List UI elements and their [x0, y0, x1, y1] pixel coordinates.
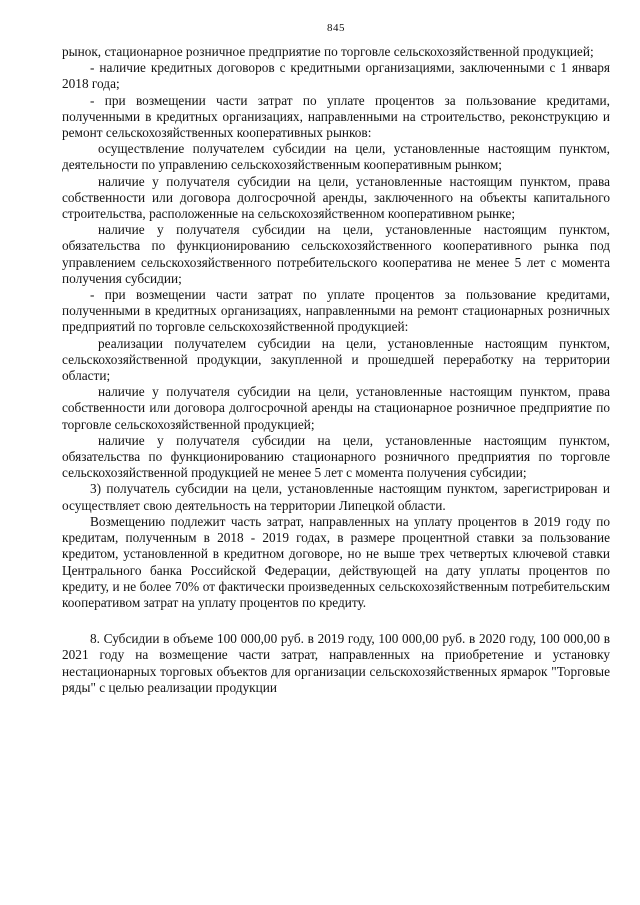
paragraph: Возмещению подлежит часть затрат, направленных на уплату процентов в 2019 году по кредитам, полученным в 2018 - 2019 годах, в размере процентной ставки за пользование кредитом, установленной в кредитном договоре, но не выше трех четвертых ключевой ставки Центрального банка Российской Федерации, действующей на дату уплаты процентов по кредиту, и не более 70% от фактически произведенных сельскохозяйственным потребительским кооперативом затрат на уплату процентов по кредиту. [62, 513, 610, 610]
paragraph: наличие у получателя субсидии на цели, установленные настоящим пунктом, права собственности или договора долгосрочной аренды на стационарное розничное предприятие по торговле сельскохозяйственной продукцией; [62, 384, 610, 432]
paragraph: реализации получателем субсидии на цели, установленные настоящим пунктом, сельскохозяйственной продукции, закупленной и прошедшей переработку на территории области; [62, 335, 610, 384]
paragraph: рынок, стационарное розничное предприятие по торговле сельскохозяйственной продукцией; [62, 44, 594, 59]
paragraph: - при возмещении части затрат по уплате процентов за пользование кредитами, полученными в кредитных организациях, направленными на ремонт стационарных розничных предприятий по торговле сельскохозяйственной продукцией: [62, 287, 610, 335]
paragraph: наличие у получателя субсидии на цели, установленные настоящим пунктом, обязательства по функционированию сельскохозяйственного кооперативного рынка под управлением сельскохозяйственного потребительского кооператива не менее 5 лет с момента получения субсидии; [62, 222, 610, 286]
paragraph: 8. Субсидии в объеме 100 000,00 руб. в 2019 году, 100 000,00 руб. в 2020 году, 100 000,00 в 2021 году на возмещение части затрат, направленных на приобретение и установку нестационарных торговых объектов для организации сельскохозяйственных ярмарок "Торговые ряды" с целью реализации продукции [62, 631, 610, 695]
paragraph: наличие у получателя субсидии на цели, установленные настоящим пунктом, обязательства по функционированию стационарного розничного предприятия по торговле сельскохозяйственной продукцией не менее 5 лет с момента получения субсидии; [62, 432, 610, 481]
paragraph: наличие у получателя субсидии на цели, установленные настоящим пунктом, права собственности или договора долгосрочной аренды, заключенного на объекты капитального строительства, расположенные на сельскохозяйственном кооперативном рынке; [62, 173, 610, 222]
paragraph: 3) получатель субсидии на цели, установленные настоящим пунктом, зарегистрирован и осуществляет свою деятельность на территории Липецкой области. [62, 481, 610, 513]
document-body [62, 44, 610, 696]
page-number: 845 [327, 22, 345, 34]
paragraph: осуществление получателем субсидии на цели, установленные настоящим пунктом, деятельности по управлению сельскохозяйственным кооперативным рынком; [62, 141, 610, 173]
paragraph: - при возмещении части затрат по уплате процентов за пользование кредитами, полученными в кредитных организациях, направленными на строительство, реконструкцию и ремонт сельскохозяйственных кооперативных рынков: [62, 92, 610, 141]
paragraph: - наличие кредитных договоров с кредитными организациями, заключенными с 1 января 2018 года; [62, 60, 610, 92]
